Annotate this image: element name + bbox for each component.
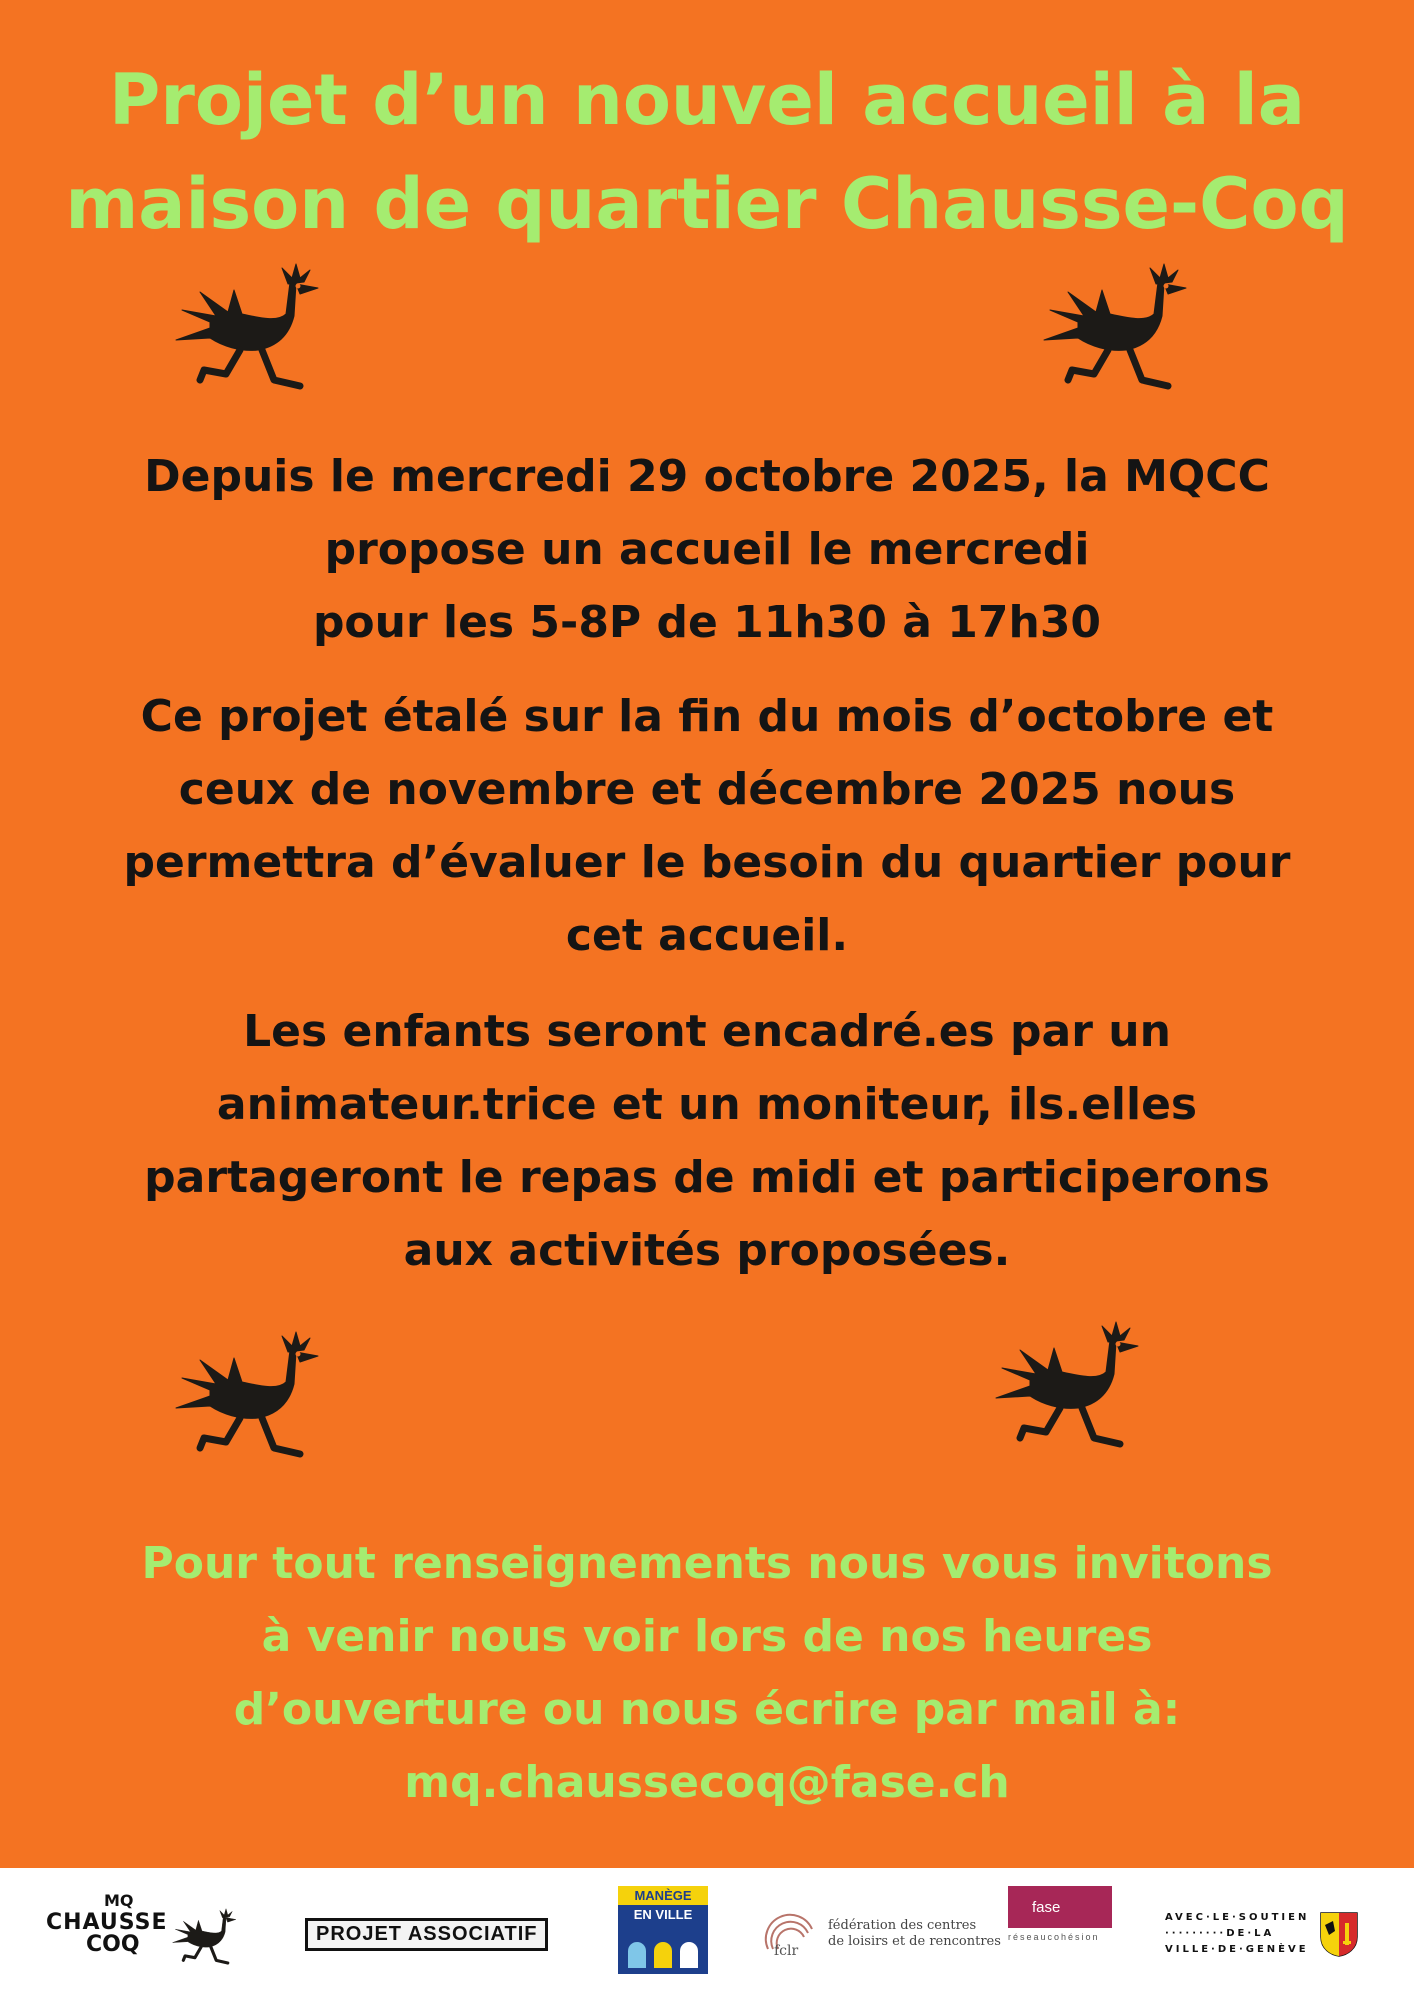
logo-text: réseaucohésion	[1008, 1932, 1100, 1942]
running-rooster-icon	[1038, 262, 1218, 402]
text-line: propose un accueil le mercredi	[324, 524, 1090, 575]
rooster-icon	[170, 1904, 250, 1974]
houses-icon	[618, 1924, 708, 1974]
intro-text	[40, 440, 1374, 659]
page-title	[40, 48, 1374, 256]
running-rooster-icon	[990, 1320, 1170, 1460]
text-line: Pour tout renseignements nous vous invitons	[141, 1538, 1273, 1589]
text-line: Depuis le mercredi 29 octobre 2025, la MQCC	[144, 451, 1270, 502]
mq-chausse-coq-logo	[40, 1886, 250, 1982]
contact-text	[40, 1527, 1374, 1819]
fase-badge	[1008, 1886, 1112, 1928]
text-line: Les enfants seront encadré.es par un	[243, 1006, 1171, 1057]
logo-text: COQ	[86, 1932, 140, 1957]
manege-en-ville-logo	[618, 1886, 708, 1982]
logo-text: VILLE·DE·GENÈVE	[1165, 1944, 1309, 1955]
text-line: Ce projet étalé sur la fin du mois d’octobre et	[140, 691, 1274, 742]
text-line: d’ouverture ou nous écrire par mail à:	[233, 1684, 1181, 1735]
running-rooster-icon	[170, 262, 350, 402]
kids-text	[40, 995, 1374, 1287]
logo-text: AVEC·LE·SOUTIEN	[1165, 1912, 1310, 1923]
logo-text: EN VILLE	[618, 1905, 708, 1924]
fase-logo	[1008, 1886, 1118, 1982]
contact-email-link[interactable]: mq.chaussecoq@fase.ch	[404, 1757, 1010, 1808]
geneva-crest-icon	[1319, 1911, 1359, 1957]
text-line: ceux de novembre et décembre 2025 nous	[178, 764, 1236, 815]
logo-text: MANÈGE	[618, 1886, 708, 1905]
fclr-arc-icon	[760, 1899, 820, 1969]
logo-text: ·········DE·LA	[1165, 1928, 1275, 1939]
fclr-logo	[760, 1886, 1001, 1982]
ville-de-geneve-logo	[1165, 1886, 1385, 1982]
text-line: partageront le repas de midi et participerons	[144, 1152, 1270, 1203]
sponsor-footer	[0, 1868, 1414, 2000]
logo-text: PROJET ASSOCIATIF	[305, 1918, 548, 1951]
text-line: à venir nous voir lors de nos heures	[261, 1611, 1153, 1662]
text-line: animateur.trice et un moniteur, ils.elles	[216, 1079, 1198, 1130]
title-line: maison de quartier Chausse-Coq	[65, 163, 1349, 245]
title-line: Projet d’un nouvel accueil à la	[109, 59, 1305, 141]
logo-text: fédération des centres	[828, 1918, 977, 1933]
text-line: cet accueil.	[565, 910, 849, 961]
text-line: pour les 5-8P de 11h30 à 17h30	[312, 597, 1102, 648]
logo-text: MQ	[104, 1891, 134, 1910]
projet-associatif-logo	[305, 1886, 560, 1982]
logo-text: fase	[1032, 1898, 1061, 1916]
logo-text: CHAUSSE	[46, 1910, 168, 1935]
logo-text: fclr	[774, 1943, 799, 1959]
logo-text: de loisirs et de rencontres	[828, 1934, 1001, 1949]
text-line: aux activités proposées.	[403, 1225, 1011, 1276]
project-text	[40, 680, 1374, 972]
text-line: permettra d’évaluer le besoin du quartier pour	[123, 837, 1291, 888]
running-rooster-icon	[170, 1330, 350, 1470]
